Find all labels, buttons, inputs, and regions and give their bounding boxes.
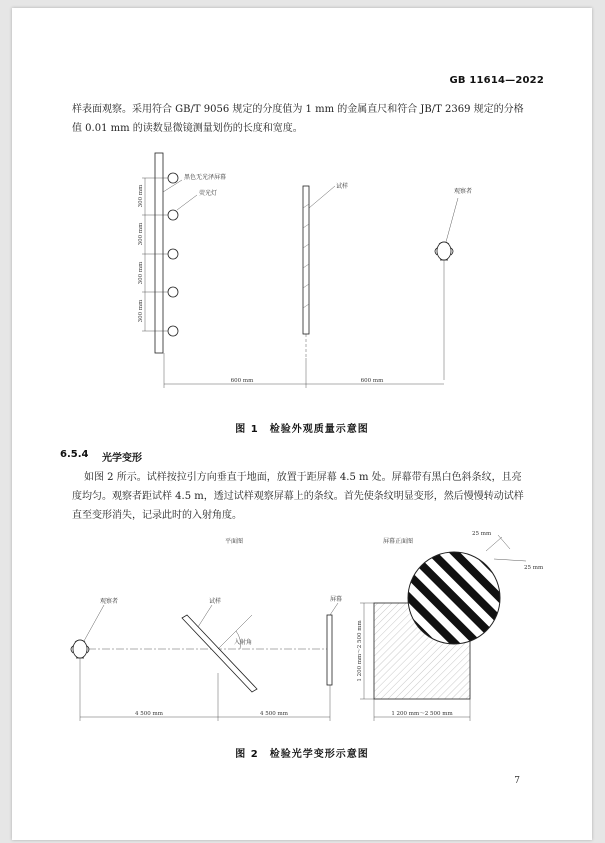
section-number: 6.5.4 <box>60 449 89 460</box>
section-title: 光学变形 <box>102 453 142 464</box>
intro-line-2: 值 0.01 mm 的读数显微镜测量划伤的长度和宽度。 <box>72 123 303 134</box>
lamp-icon <box>168 287 178 297</box>
intro-line-1: 样表面观察。采用符合 GB/T 9056 规定的分度值为 1 mm 的金属直尺和符合 JB/T 2369 规定的分格 <box>72 104 524 115</box>
vertical-dimension: 300 mm <box>138 184 144 208</box>
screen-label: 屏幕 <box>330 596 343 603</box>
observer-icon <box>71 640 89 658</box>
screen-label: 黑色无光泽屏幕 <box>184 174 227 181</box>
figure-1-caption: 图 1 检验外观质量示意图 <box>235 424 369 435</box>
figure-1-diagram <box>12 148 592 408</box>
vertical-dimension: 300 mm <box>138 222 144 246</box>
width-dim: 1 200 mm～2 500 mm <box>391 711 453 717</box>
lamp-icon <box>168 249 178 259</box>
screen-panel <box>327 615 332 685</box>
figure-2-caption: 图 2 检验光学变形示意图 <box>235 749 369 760</box>
lamp-label: 荧光灯 <box>199 190 218 197</box>
observer-label: 观察者 <box>454 188 473 195</box>
specimen-label: 试样 <box>336 183 349 190</box>
stripe-gap-dim: 25 mm <box>524 565 544 571</box>
section-para-line-1: 如图 2 所示。试样按拉引方向垂直于地面，放置于距屏幕 4.5 m 处。屏幕带有黑白色斜条纹，且亮 <box>84 472 522 483</box>
plan-view-label: 平面图 <box>224 538 244 545</box>
horizontal-dimension: 600 mm <box>360 378 384 384</box>
fluorescent-lamps <box>168 173 178 336</box>
height-dim: 1 200 mm～2 500 mm <box>357 620 363 682</box>
specimen-panel <box>303 186 309 334</box>
incidence-angle-label: 入射角 <box>234 639 253 646</box>
lamp-icon <box>168 326 178 336</box>
figure-2-diagram <box>12 523 592 733</box>
observer-icon <box>435 242 453 260</box>
specimen-label: 试样 <box>209 598 222 605</box>
lamp-icon <box>168 210 178 220</box>
front-view-label: 屏幕正面图 <box>382 538 414 545</box>
vertical-dimension: 300 mm <box>138 261 144 285</box>
left-distance: 4 500 mm <box>135 711 163 717</box>
lamp-icon <box>168 173 178 183</box>
page-number: 7 <box>514 776 520 786</box>
observer-label: 观察者 <box>100 598 119 605</box>
horizontal-dimension: 600 mm <box>230 378 254 384</box>
black-screen-panel <box>155 153 163 353</box>
standard-number: GB 11614—2022 <box>449 75 544 86</box>
section-para-line-2: 度均匀。观察者距试样 4.5 m，透过试样观察屏幕上的条纹。首先使条纹明显变形，然后慢慢转动试样 <box>72 491 524 502</box>
document-page <box>12 8 592 840</box>
right-distance: 4 500 mm <box>260 711 288 717</box>
stripe-width-dim: 25 mm <box>472 531 492 537</box>
tilted-specimen <box>182 615 257 692</box>
section-para-line-3: 直至变形消失，记录此时的入射角度。 <box>72 510 242 521</box>
vertical-dimension: 300 mm <box>138 299 144 323</box>
